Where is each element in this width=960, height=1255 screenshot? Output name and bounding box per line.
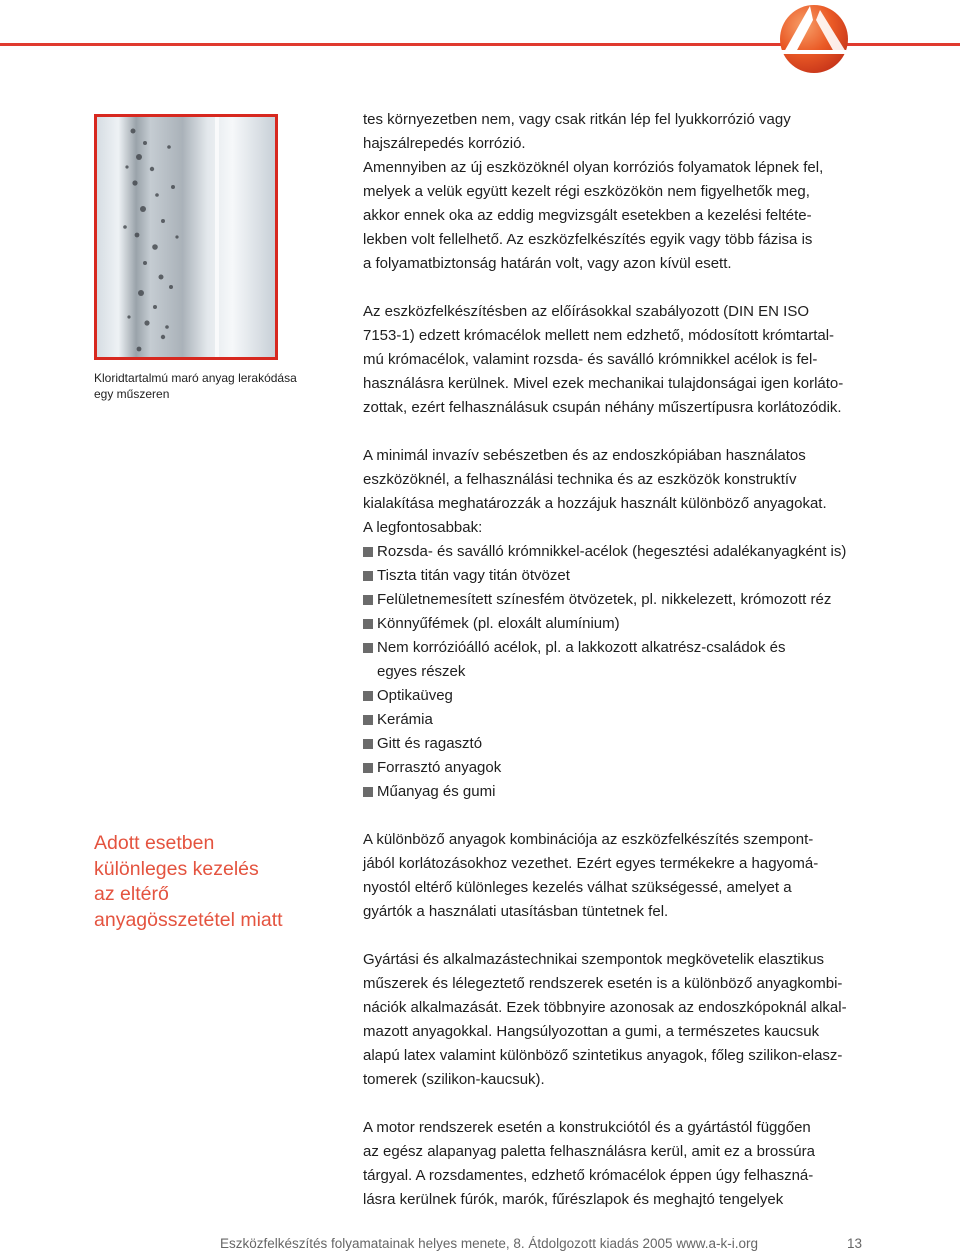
- paragraph: [363, 108, 923, 276]
- page-footer: [220, 1236, 862, 1251]
- text-line: az egész alapanyag paletta felhasználásra kerül, amit ez a brossúra: [363, 1143, 815, 1160]
- text-line: eszközöknél, a felhasználási technika és az eszközök konstruktív: [363, 471, 797, 488]
- text-line: Gyártási és alkalmazástechnikai szempontok megkövetelik elasztikus: [363, 951, 825, 968]
- figure-photo: [94, 114, 278, 360]
- list-item: Műanyag és gumi: [363, 780, 923, 804]
- text-line: tes környezetben nem, vagy csak ritkán lép fel lyukkorrózió vagy: [363, 111, 791, 128]
- text-line: A minimál invazív sebészetben és az endoszkópiában használatos: [363, 447, 806, 464]
- page-number: 13: [846, 1236, 862, 1251]
- paragraph: [363, 948, 923, 1092]
- text-line: jából korlátozásokhoz vezethet. Ezért egyes termékekre a hagyomá-: [363, 855, 819, 872]
- materials-list: [363, 540, 923, 804]
- text-line: hajszálrepedés korrózió.: [363, 135, 526, 152]
- text-line: alapú latex valamint különböző szintetikus anyagok, főleg szilikon-elasz-: [363, 1047, 843, 1064]
- text-line: gyártók a használati utasításban tüntetnek fel.: [363, 903, 669, 920]
- paragraph: [363, 1116, 923, 1212]
- list-item-continuation: egyes részek: [377, 663, 466, 680]
- a-k-i-logo: [776, 2, 850, 76]
- callout-line: Adott esetben: [94, 832, 215, 854]
- list-item: Gitt és ragasztó: [363, 732, 923, 756]
- text-line: lásra kerülnek fúrók, marók, fűrészlapok és meghajtó tengelyek: [363, 1191, 784, 1208]
- text-line: lekben volt fellelhető. Az eszközfelkészítés egyik vagy több fázisa is: [363, 231, 813, 248]
- text-line: nációk alkalmazását. Ezek többnyire azonosak az endoszkópoknál alkal-: [363, 999, 847, 1016]
- list-item: Kerámia: [363, 708, 923, 732]
- text-line: A különböző anyagok kombinációja az eszközfelkészítés szempont-: [363, 831, 814, 848]
- caption-line: egy műszeren: [94, 387, 170, 401]
- footer-text: Eszközfelkészítés folyamatainak helyes menete, 8. Átdolgozott kiadás 2005 www.a-k-i.org: [220, 1236, 759, 1251]
- text-line: A legfontosabbak:: [363, 519, 483, 536]
- text-line: műszerek és lélegeztető rendszerek esetén is a különböző anyagkombi-: [363, 975, 843, 992]
- caption-line: Kloridtartalmú maró anyag lerakódása: [94, 371, 297, 385]
- text-line: mazott anyagokkal. Hangsúlyozottan a gumi, a természetes kaucsuk: [363, 1023, 820, 1040]
- callout-line: különleges kezelés: [94, 857, 259, 880]
- text-line: A motor rendszerek esetén a konstrukciótól és a gyártástól függően: [363, 1119, 811, 1136]
- paragraph: [363, 444, 923, 540]
- text-line: zottak, ezért felhasználásuk csupán néhány műszertípusra korlátozódik.: [363, 399, 842, 416]
- list-item: Rozsda- és saválló krómnikkel-acélok (hegesztési adalékanyagként is): [363, 540, 923, 564]
- text-line: akkor ennek oka az eddig megvizsgált esetekben a kezelési feltéte-: [363, 207, 812, 224]
- list-item: Optikaüveg: [363, 684, 923, 708]
- list-item: Tiszta titán vagy titán ötvözet: [363, 564, 923, 588]
- text-line: Amennyiben az új eszközöknél olyan korróziós folyamatok lépnek fel,: [363, 159, 824, 176]
- list-item: Könnyűfémek (pl. eloxált alumínium): [363, 612, 923, 636]
- list-item: Nem korrózióálló acélok, pl. a lakkozott alkatrész-családok és egyes részek: [363, 636, 923, 684]
- text-line: tárgyal. A rozsdamentes, edzhető krómacélok éppen úgy felhaszná-: [363, 1167, 814, 1184]
- callout-line: az eltérő: [94, 883, 169, 905]
- callout-line: anyagösszetétel miatt: [94, 908, 283, 931]
- main-text: [363, 108, 923, 1212]
- text-line: a folyamatbiztonság határán volt, vagy azon kívül esett.: [363, 255, 732, 272]
- text-line: használásra kerülnek. Mivel ezek mechanikai tulajdonságai igen korláto-: [363, 375, 844, 392]
- text-line: tomerek (szilikon-kaucsuk).: [363, 1071, 545, 1088]
- list-item: Felületnemesített színesfém ötvözetek, pl. nikkelezett, krómozott réz: [363, 588, 923, 612]
- text-line: mú krómacélok, valamint rozsda- és saválló krómnikkel acélok is fel-: [363, 351, 818, 368]
- text-line: Az eszközfelkészítésben az előírásokkal szabályozott (DIN EN ISO: [363, 303, 810, 320]
- text-line: kialakítása meghatározzák a hozzájuk használt különböző anyagokat.: [363, 495, 827, 512]
- list-item: Forrasztó anyagok: [363, 756, 923, 780]
- text-line: nyostól eltérő különleges kezelés válhat szükségessé, amelyet a: [363, 879, 792, 896]
- text-line: 7153-1) edzett krómacélok mellett nem edzhető, módosított krómtartal-: [363, 327, 835, 344]
- text-line: melyek a velük együtt kezelt régi eszközökön nem figyelhetők meg,: [363, 183, 810, 200]
- sidebar-callout: [94, 831, 334, 933]
- figure-caption: [94, 370, 304, 402]
- paragraph: [363, 300, 923, 420]
- paragraph: [363, 828, 923, 924]
